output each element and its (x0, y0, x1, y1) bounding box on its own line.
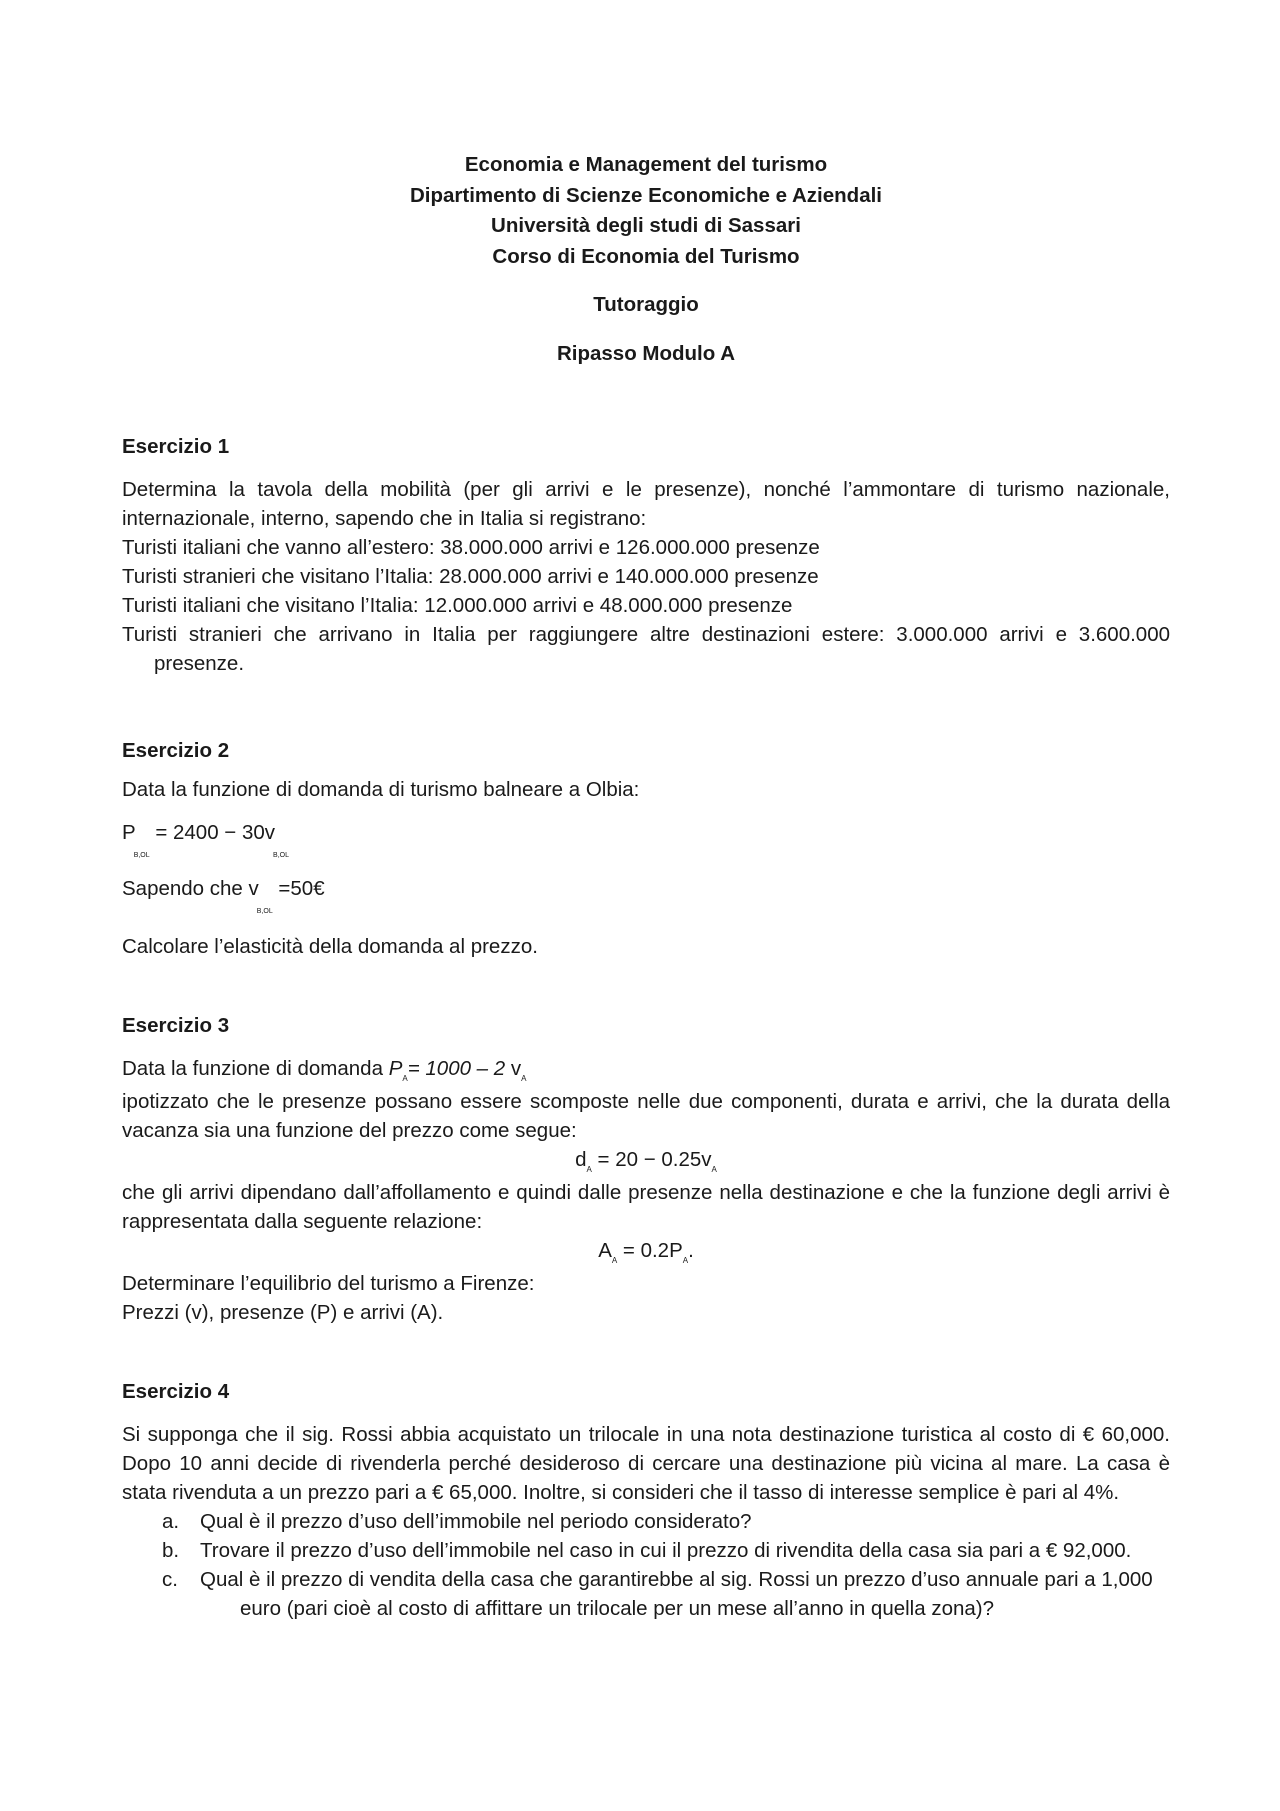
f-rhs: = 1000 – 2 (407, 1057, 511, 1080)
exercise-4-title: Esercizio 4 (122, 1380, 230, 1403)
exercise-3-arrivals-eq (122, 1236, 1170, 1269)
exercise-2-title: Esercizio 2 (122, 739, 230, 762)
header-university: Università degli studi di Sassari (491, 214, 801, 237)
given-value: =50€ (272, 877, 325, 900)
eq-sub-2: B,OL (273, 852, 289, 859)
exercise-3-title: Esercizio 3 (122, 1014, 230, 1037)
document-page (122, 150, 1170, 1623)
header-ripasso: Ripasso Modulo A (556, 341, 736, 365)
exercise-3-text-2: che gli arrivi dipendano dall’affollamento e quindi dalle presenze nella destinazione e che la funzione degli arrivi è rappresentata dalla seguente relazione: (122, 1181, 1170, 1233)
header-course-area: Economia e Management del turismo (464, 153, 828, 176)
exercise-3-function (122, 1054, 1170, 1087)
exercise-2-given (122, 874, 1170, 915)
exercise-1-line-3: Turisti italiani che visitano l’Italia: 12.000.000 arrivi e 48.000.000 presenze (122, 594, 793, 617)
eq-p: P (122, 821, 136, 844)
question-label: b. (162, 1539, 180, 1562)
d-sub-2: A (711, 1165, 717, 1174)
a-rhs: = 0.2P (617, 1239, 683, 1262)
exercise-4-intro: Si supponga che il sig. Rossi abbia acquistato un trilocale in una nota destinazione turistica al costo di € 60,000. Dopo 10 anni decide di rivenderla perché desideroso di cercare una destinazione più vicina al mare. La casa è stata rivenduta a un prezzo pari a € 65,000. Inoltre, si consideri che il tasso di interesse semplice è pari al 4%. (122, 1423, 1170, 1504)
exercise-3-text-1: ipotizzato che le presenze possano essere scomposte nelle due componenti, durata e arrivi, che la durata della vacanza sia una funzione del prezzo come segue: (122, 1090, 1170, 1142)
question-text: Trovare il prezzo d’uso dell’immobile nel caso in cui il prezzo di rivendita della casa sia pari a € 92,000. (200, 1539, 1132, 1562)
exercise-2-intro: Data la funzione di domanda di turismo balneare a Olbia: (122, 778, 640, 801)
given-text: Sapendo che v (122, 877, 259, 900)
exercise-4 (122, 1377, 1170, 1623)
header-tutoraggio: Tutoraggio (593, 293, 699, 316)
exercise-3-text-4: Prezzi (v), presenze (P) e arrivi (A). (122, 1301, 444, 1324)
question-item (122, 1565, 1170, 1623)
a-sub-2: A (682, 1256, 689, 1265)
exercise-2-equation (122, 818, 1170, 859)
eq-sub-1: B,OL (133, 852, 150, 859)
a-sub: A (611, 1256, 618, 1265)
document-header (122, 150, 1170, 369)
exercise-3-text-3: Determinare l’equilibrio del turismo a Firenze: (122, 1272, 535, 1295)
f-v: v (510, 1057, 522, 1080)
question-item (122, 1507, 1170, 1536)
exercise-1 (122, 432, 1170, 678)
question-text: Qual è il prezzo d’uso dell’immobile nel periodo considerato? (200, 1510, 752, 1533)
f-p: P (388, 1057, 403, 1080)
exercise-2-question: Calcolare l’elasticità della domanda al prezzo. (122, 935, 538, 958)
f-v-sub: A (521, 1074, 527, 1083)
question-text: Qual è il prezzo di vendita della casa che garantirebbe al sig. Rossi un prezzo d’uso annuale pari a 1,000 euro (pari cioè al costo di affittare un trilocale per un mese all’anno in quella zona)? (200, 1568, 1153, 1620)
question-label: c. (162, 1568, 178, 1591)
eq-rhs: = 2400 − 30v (149, 821, 276, 844)
exercise-1-line-1: Turisti italiani che vanno all’estero: 38.000.000 arrivi e 126.000.000 presenze (122, 536, 820, 559)
exercise-1-line-4: Turisti stranieri che arrivano in Italia per raggiungere altre destinazioni estere: 3.000.000 arrivi e 3.600.000 presenze. (122, 623, 1170, 675)
exercise-4-questions (122, 1507, 1170, 1623)
exercise-1-title: Esercizio 1 (122, 435, 230, 458)
d-sub: A (586, 1165, 592, 1174)
d-rhs: = 20 − 0.25v (591, 1148, 712, 1171)
exercise-3 (122, 1011, 1170, 1327)
exercise-1-intro: Determina la tavola della mobilità (per gli arrivi e le presenze), nonché l’ammontare di turismo nazionale, internazionale, interno, sapendo che in Italia si registrano: (122, 478, 1170, 530)
question-item (122, 1536, 1170, 1565)
a-label: A (598, 1239, 612, 1262)
question-label: a. (162, 1510, 180, 1533)
given-sub: B,OL (256, 908, 273, 915)
exercise-2 (122, 736, 1170, 961)
exercise-3-duration-eq (122, 1145, 1170, 1178)
exercise-1-line-2: Turisti stranieri che visitano l’Italia: 28.000.000 arrivi e 140.000.000 presenze (122, 565, 819, 588)
f-text: Data la funzione di domanda (122, 1057, 389, 1080)
f-p-sub: A (402, 1074, 408, 1083)
header-department: Dipartimento di Scienze Economiche e Aziendali (410, 183, 882, 207)
header-course: Corso di Economia del Turismo (492, 244, 800, 268)
d-label: d (575, 1148, 587, 1171)
a-end: . (688, 1239, 694, 1262)
